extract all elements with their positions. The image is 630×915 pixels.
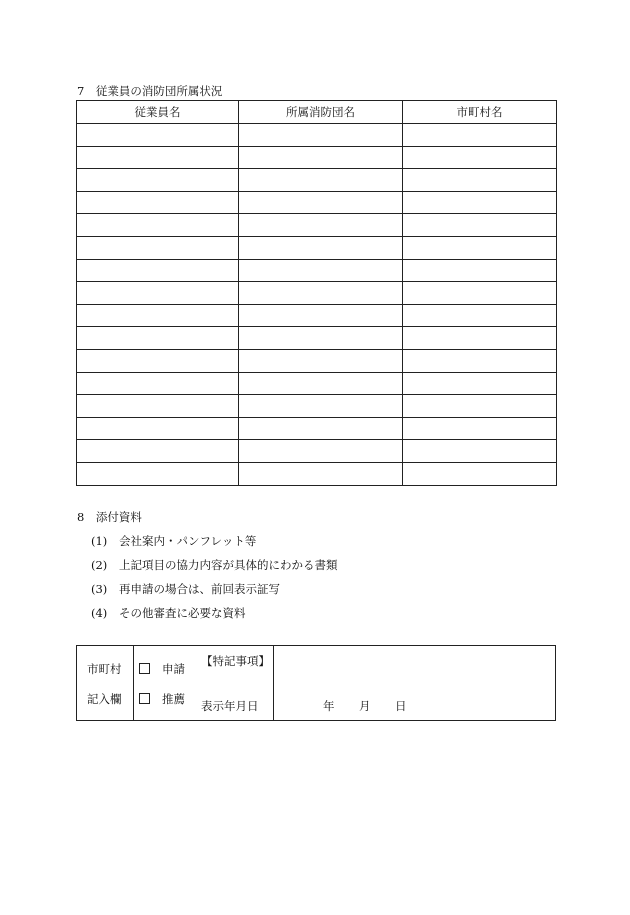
cell-fire-brigade-name[interactable] [239,214,403,237]
header-municipality-name: 市町村名 [403,101,557,124]
cell-employee-name[interactable] [77,191,239,214]
cell-fire-brigade-name[interactable] [239,259,403,282]
special-notes-title: 【特記事項】 [201,654,270,668]
cell-fire-brigade-name[interactable] [239,349,403,372]
cell-municipality-name[interactable] [403,259,557,282]
attachment-item [91,558,338,572]
label-entry-field: 記入欄 [87,692,122,706]
cell-employee-name[interactable] [77,282,239,305]
table-row [77,146,557,169]
table-row [77,349,557,372]
table-body [77,124,557,486]
table-row [77,259,557,282]
display-date-label: 表示年月日 [201,699,259,713]
table-row [77,169,557,192]
cell-employee-name[interactable] [77,146,239,169]
cell-fire-brigade-name[interactable] [239,124,403,147]
cell-fire-brigade-name[interactable] [239,282,403,305]
cell-fire-brigade-name[interactable] [239,440,403,463]
municipal-label-cell [77,646,134,720]
cell-municipality-name[interactable] [403,124,557,147]
section-8-title: 8 添付資料 [77,510,142,524]
cell-employee-name[interactable] [77,349,239,372]
fire-brigade-table [76,100,557,486]
cell-fire-brigade-name[interactable] [239,327,403,350]
cell-municipality-name[interactable] [403,395,557,418]
attachment-item [91,582,280,596]
attachment-number: (3) [91,582,108,596]
table-row [77,236,557,259]
cell-fire-brigade-name[interactable] [239,169,403,192]
table-row [77,417,557,440]
checkbox-icon[interactable] [139,693,150,704]
cell-fire-brigade-name[interactable] [239,191,403,214]
header-employee-name: 従業員名 [77,101,239,124]
attachment-number: (2) [91,558,108,572]
cell-employee-name[interactable] [77,236,239,259]
attachment-text: 再申請の場合は、前回表示証写 [119,582,280,596]
cell-municipality-name[interactable] [403,191,557,214]
recommendation-option[interactable] [139,691,185,707]
cell-fire-brigade-name[interactable] [239,372,403,395]
cell-municipality-name[interactable] [403,214,557,237]
cell-municipality-name[interactable] [403,304,557,327]
section-7-title: 7 従業員の消防団所属状況 [77,84,223,98]
cell-municipality-name[interactable] [403,169,557,192]
table-row [77,372,557,395]
table-row [77,214,557,237]
attachment-text: 上記項目の協力内容が具体的にわかる書類 [119,558,338,572]
cell-fire-brigade-name[interactable] [239,304,403,327]
table-row [77,440,557,463]
attachment-text: 会社案内・パンフレット等 [119,534,257,548]
application-label: 申請 [162,662,185,676]
municipal-entry-box [76,645,556,721]
cell-fire-brigade-name[interactable] [239,236,403,259]
cell-employee-name[interactable] [77,440,239,463]
attachment-text: その他審査に必要な資料 [119,606,246,620]
date-year-label: 年 [323,699,335,713]
cell-municipality-name[interactable] [403,146,557,169]
table-row [77,395,557,418]
table-row [77,304,557,327]
cell-municipality-name[interactable] [403,236,557,259]
cell-employee-name[interactable] [77,462,239,485]
cell-employee-name[interactable] [77,327,239,350]
recommendation-label: 推薦 [162,692,185,706]
checkbox-icon[interactable] [139,663,150,674]
attachment-number: (1) [91,534,108,548]
table-row [77,282,557,305]
date-month-label: 月 [359,699,371,713]
cell-employee-name[interactable] [77,259,239,282]
cell-employee-name[interactable] [77,124,239,147]
cell-municipality-name[interactable] [403,349,557,372]
label-municipality: 市町村 [87,662,122,676]
cell-fire-brigade-name[interactable] [239,417,403,440]
cell-employee-name[interactable] [77,214,239,237]
table-row [77,191,557,214]
application-option[interactable] [139,661,185,677]
date-day-label: 日 [395,699,407,713]
cell-employee-name[interactable] [77,169,239,192]
cell-employee-name[interactable] [77,372,239,395]
cell-municipality-name[interactable] [403,417,557,440]
cell-municipality-name[interactable] [403,372,557,395]
attachment-item [91,534,256,548]
cell-employee-name[interactable] [77,395,239,418]
table-row [77,462,557,485]
cell-fire-brigade-name[interactable] [239,146,403,169]
cell-fire-brigade-name[interactable] [239,462,403,485]
cell-municipality-name[interactable] [403,327,557,350]
header-fire-brigade-name: 所属消防団名 [239,101,403,124]
cell-employee-name[interactable] [77,417,239,440]
cell-municipality-name[interactable] [403,440,557,463]
table-header-row [77,101,557,124]
cell-municipality-name[interactable] [403,282,557,305]
cell-municipality-name[interactable] [403,462,557,485]
table-row [77,124,557,147]
attachment-number: (4) [91,606,108,620]
attachment-item [91,606,246,620]
cell-fire-brigade-name[interactable] [239,395,403,418]
cell-employee-name[interactable] [77,304,239,327]
table-row [77,327,557,350]
